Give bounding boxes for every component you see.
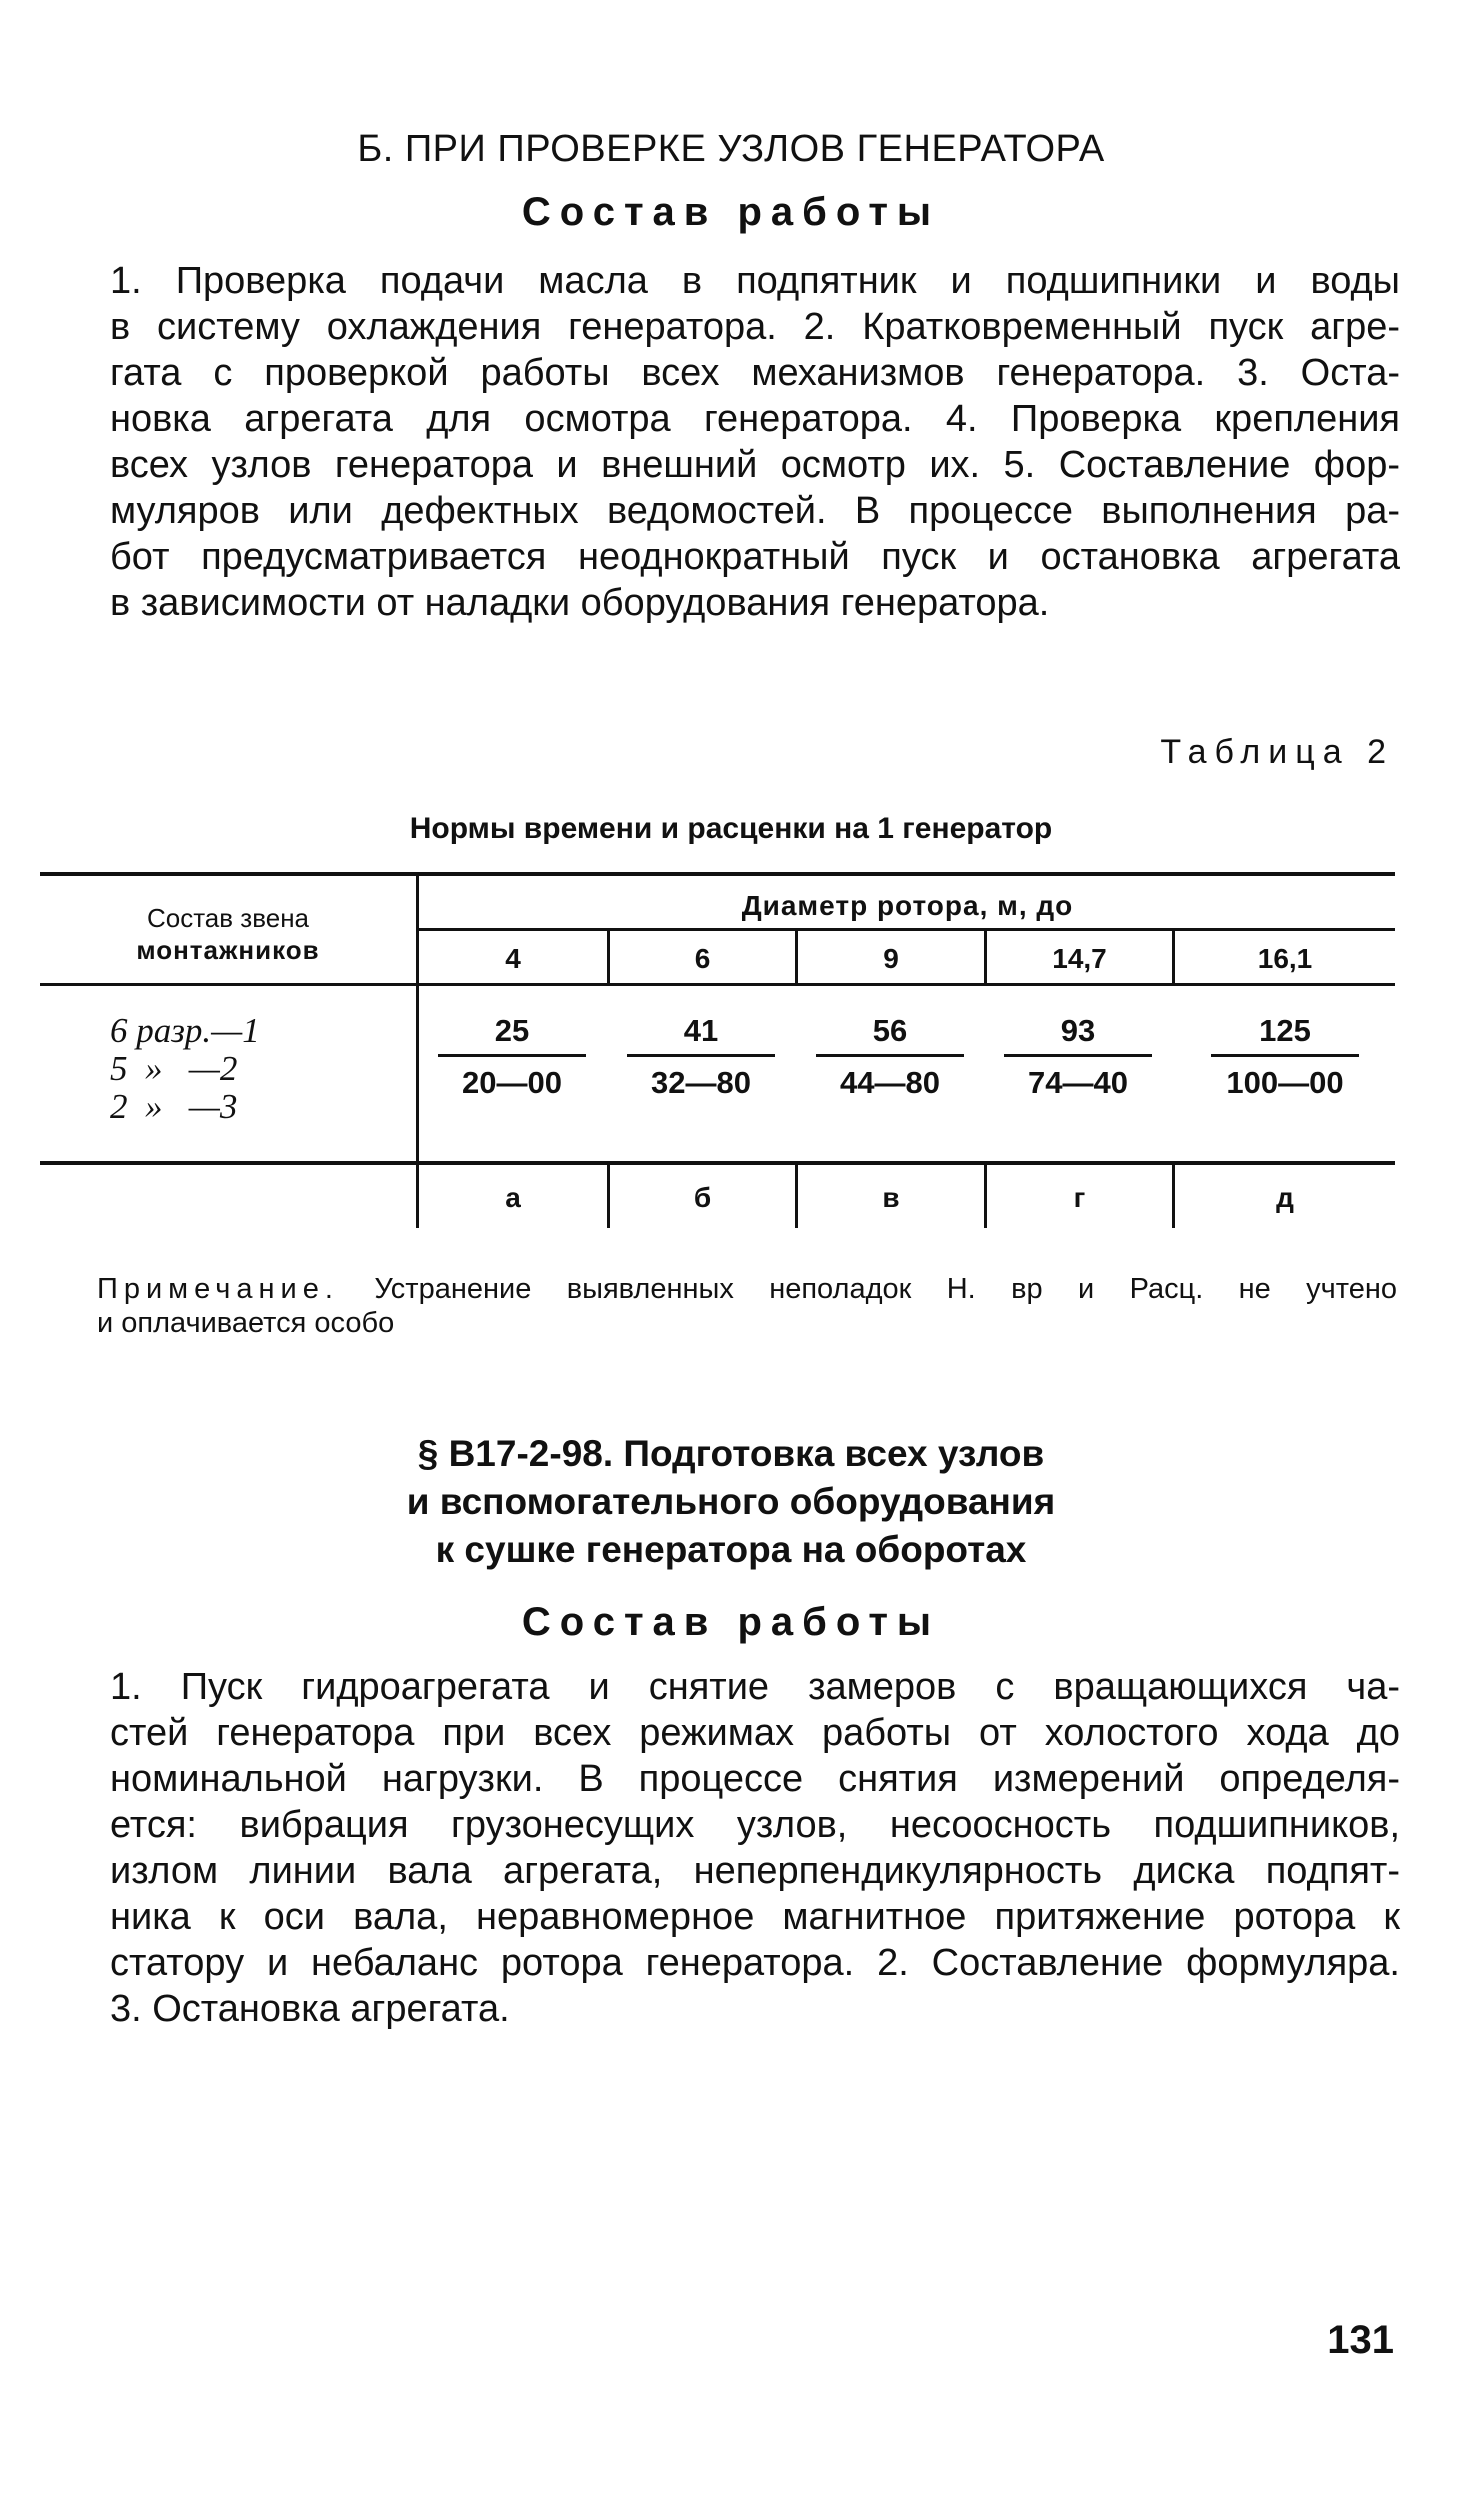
rate-cell xyxy=(432,1010,592,1103)
note-line xyxy=(97,1272,1397,1306)
paragraph-line: бот предусматривается неоднократный пуск и остановка агрегата xyxy=(110,536,1400,578)
column-letter: г xyxy=(1073,1182,1086,1213)
column-letter: д xyxy=(1276,1182,1294,1213)
column-header: 4 xyxy=(505,943,521,974)
column-header: 6 xyxy=(694,943,711,974)
section-title xyxy=(0,1430,1462,1574)
title-line: § В17-2-98. Подготовка всех узлов xyxy=(417,1433,1045,1474)
title-line: и вспомогательного оборудования xyxy=(406,1481,1056,1522)
paragraph-line: стей генератора при всех режимах работы от холостого хода до xyxy=(110,1712,1400,1754)
column-header: 14,7 xyxy=(1052,943,1107,974)
time-norm: 93 xyxy=(1060,1013,1096,1048)
time-norm: 25 xyxy=(494,1013,530,1048)
column-letter: б xyxy=(693,1182,712,1213)
price: 44—80 xyxy=(840,1065,940,1100)
paragraph-line: излом линии вала агрегата, неперпендикулярность диска подпят- xyxy=(110,1850,1400,1892)
paragraph-line: новка агрегата для осмотра генератора. 4. Проверка крепления xyxy=(110,398,1400,440)
paragraph-line: ника к оси вала, неравномерное магнитное притяжение ротора к xyxy=(110,1896,1400,1938)
paragraph-line: ется: вибрация грузонесущих узлов, несоосность подшипников, xyxy=(110,1804,1400,1846)
column-header: 16,1 xyxy=(1257,943,1313,974)
fraction-bar xyxy=(1004,1054,1152,1057)
worker-line: 5 » —2 xyxy=(110,1049,238,1088)
table-top-rule xyxy=(40,872,1395,876)
fraction-bar xyxy=(816,1054,964,1057)
section-heading: Б. ПРИ ПРОВЕРКЕ УЗЛОВ ГЕНЕРАТОРА xyxy=(357,128,1105,170)
table-caption: Нормы времени и расценки на 1 генератор xyxy=(409,812,1053,845)
paragraph-line: 3. Остановка агрегата. xyxy=(110,1988,510,2030)
table-top-header: Диаметр ротора, м, до xyxy=(741,890,1074,921)
worker-line: 2 » —3 xyxy=(110,1087,238,1126)
section-subtitle: Состав работы xyxy=(521,1600,941,1644)
table-label: Таблица 2 xyxy=(1160,733,1394,771)
table-note xyxy=(97,1272,1397,1340)
section-98-paragraph xyxy=(110,1664,1400,2032)
rate-cell xyxy=(810,1010,970,1103)
column-letter: в xyxy=(882,1182,900,1213)
worker-line: 6 разр.—1 xyxy=(110,1011,260,1050)
rate-cell xyxy=(998,1010,1158,1103)
time-norm: 41 xyxy=(683,1013,719,1048)
paragraph-line: номинальной нагрузки. В процессе снятия измерений определя- xyxy=(110,1758,1400,1800)
note-lead: Примечание. xyxy=(97,1273,339,1305)
paragraph-line: муляров или дефектных ведомостей. В процессе выполнения ра- xyxy=(110,490,1400,532)
note-text: Устранение выявленных неполадок Н. вр и Расц. не учтено xyxy=(374,1273,1397,1305)
title-line: к сушке генератора на оборотах xyxy=(435,1529,1027,1570)
paragraph-line: гата с проверкой работы всех механизмов генератора. 3. Оста- xyxy=(110,352,1400,394)
paragraph-line: 1. Пуск гидроагрегата и снятие замеров с вращающихся ча- xyxy=(110,1666,1400,1708)
column-letter: а xyxy=(505,1182,521,1213)
header-line: Состав звена xyxy=(146,903,310,933)
table-body-bottom-rule xyxy=(40,1161,1395,1165)
table-header-divider xyxy=(418,928,1395,931)
rate-cell xyxy=(1205,1010,1365,1103)
price: 32—80 xyxy=(651,1065,751,1100)
table-col-divider xyxy=(416,872,419,1161)
column-header: 9 xyxy=(883,943,899,974)
paragraph-line: 1. Проверка подачи масла в подпятник и подшипники и воды xyxy=(110,260,1400,302)
workers-composition xyxy=(110,1012,360,1126)
price: 74—40 xyxy=(1028,1065,1128,1100)
table-left-header xyxy=(40,902,416,966)
paragraph-line: всех узлов генератора и внешний осмотр их. 5. Составление фор- xyxy=(110,444,1400,486)
fraction-bar xyxy=(1211,1054,1359,1057)
table-header-bottom-rule xyxy=(40,983,1395,986)
paragraph-line: в систему охлаждения генератора. 2. Кратковременный пуск агре- xyxy=(110,306,1400,348)
price: 20—00 xyxy=(462,1065,562,1100)
paragraph-line: в зависимости от наладки оборудования генератора. xyxy=(110,582,1050,624)
rate-cell xyxy=(621,1010,781,1103)
section-b-paragraph xyxy=(110,258,1400,626)
fraction-bar xyxy=(627,1054,775,1057)
note-line: и оплачивается особо xyxy=(97,1307,395,1339)
section-subtitle: Состав работы xyxy=(521,190,941,234)
header-line: монтажников xyxy=(136,935,320,965)
fraction-bar xyxy=(438,1054,586,1057)
time-norm: 125 xyxy=(1259,1013,1311,1048)
time-norm: 56 xyxy=(872,1013,908,1048)
page-number: 131 xyxy=(1327,2318,1394,2362)
price: 100—00 xyxy=(1226,1065,1344,1100)
paragraph-line: статору и небаланс ротора генератора. 2. Составление формуляра. xyxy=(110,1942,1400,1984)
